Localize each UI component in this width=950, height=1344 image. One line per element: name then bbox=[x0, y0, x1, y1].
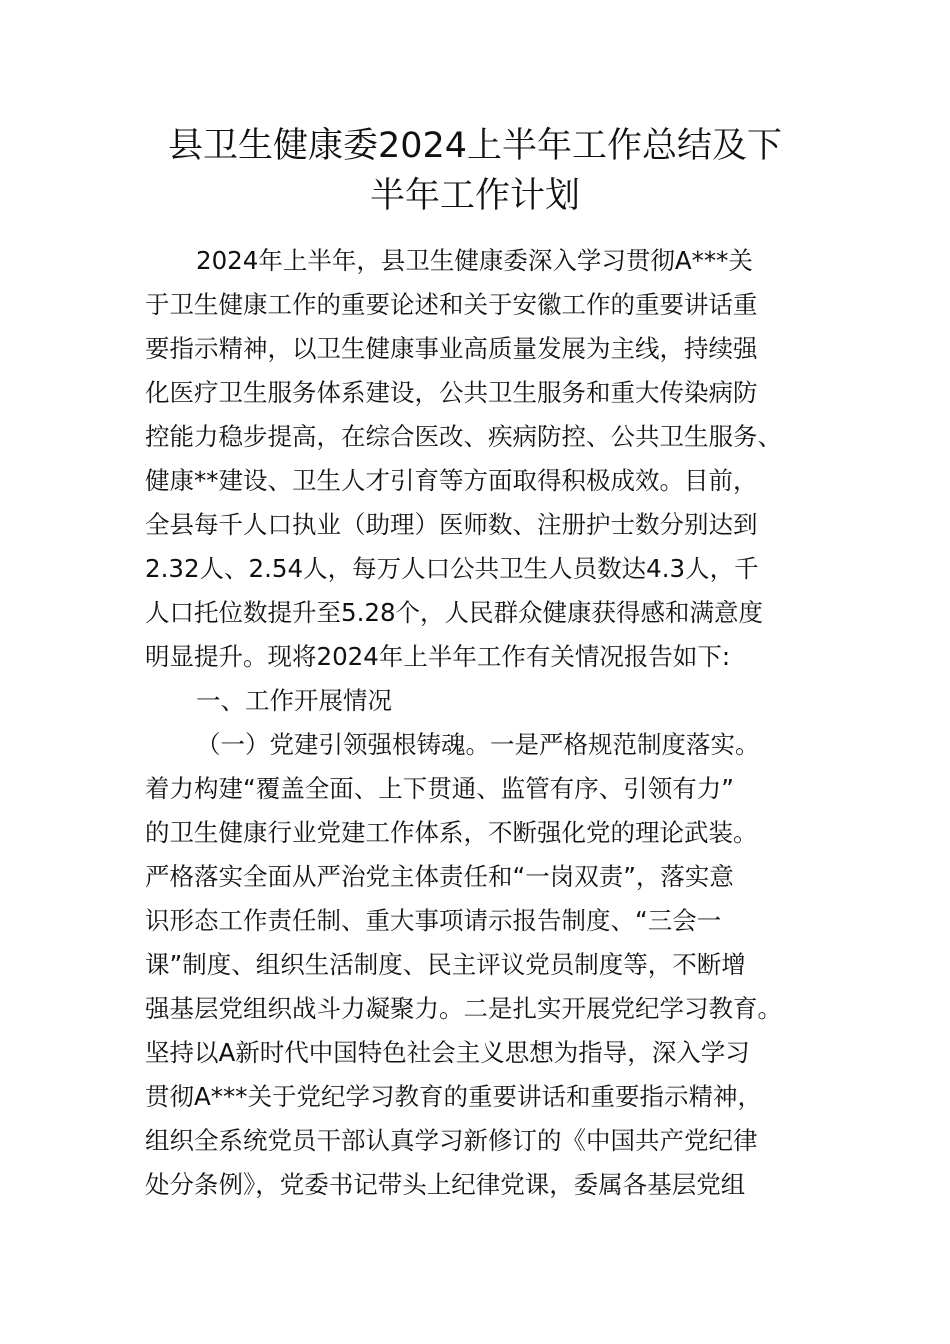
paragraph-line: （一）党建引领强根铸魂。一是严格规范制度落实。 bbox=[196, 730, 760, 759]
paragraph-line: 贯彻A***关于党纪学习教育的重要讲话和重要指示精神， bbox=[145, 1082, 763, 1111]
paragraph-line: 强基层党组织战斗力凝聚力。二是扎实开展党纪学习教育。 bbox=[145, 994, 782, 1023]
paragraph-line: 着力构建“覆盖全面、上下贯通、监管有序、引领有力” bbox=[145, 774, 734, 803]
document-title-line-2: 半年工作计划 bbox=[369, 176, 580, 216]
paragraph-line: 的卫生健康行业党建工作体系，不断强化党的理论武装。 bbox=[145, 818, 758, 847]
paragraph-line: 2.32人、2.54人，每万人口公共卫生人员数达4.3人，千 bbox=[145, 554, 759, 583]
paragraph-line: 识形态工作责任制、重大事项请示报告制度、“三会一 bbox=[145, 906, 722, 935]
paragraph-line: 2024年上半年，县卫生健康委深入学习贯彻A***关 bbox=[196, 246, 753, 275]
paragraph-line: 处分条例》，党委书记带头上纪律党课，委属各基层党组 bbox=[145, 1170, 746, 1199]
paragraph-line: 坚持以A新时代中国特色社会主义思想为指导，深入学习 bbox=[145, 1038, 750, 1067]
paragraph-line: 课”制度、组织生活制度、民主评议党员制度等，不断增 bbox=[145, 950, 746, 979]
paragraph-line: 组织全系统党员干部认真学习新修订的《中国共产党纪律 bbox=[145, 1126, 758, 1155]
section-heading: 一、工作开展情况 bbox=[196, 686, 392, 715]
paragraph-line: 健康**建设、卫生人才引育等方面取得积极成效。目前， bbox=[145, 466, 758, 495]
paragraph-line: 要指示精神，以卫生健康事业高质量发展为主线，持续强 bbox=[145, 334, 758, 363]
paragraph-line: 明显提升。现将2024年上半年工作有关情况报告如下: bbox=[145, 642, 731, 671]
paragraph-line: 控能力稳步提高，在综合医改、疾病防控、公共卫生服务、 bbox=[145, 422, 782, 451]
paragraph-line: 全县每千人口执业（助理）医师数、注册护士数分别达到 bbox=[145, 510, 758, 539]
paragraph-line: 人口托位数提升至5.28个，人民群众健康获得感和满意度 bbox=[145, 598, 764, 627]
paragraph-line: 化医疗卫生服务体系建设，公共卫生服务和重大传染病防 bbox=[145, 378, 758, 407]
document-title-line-1: 县卫生健康委2024上半年工作总结及下 bbox=[167, 126, 783, 166]
paragraph-line: 于卫生健康工作的重要论述和关于安徽工作的重要讲话重 bbox=[145, 290, 758, 319]
paragraph-line: 严格落实全面从严治党主体责任和“一岗双责”，落实意 bbox=[145, 862, 734, 891]
